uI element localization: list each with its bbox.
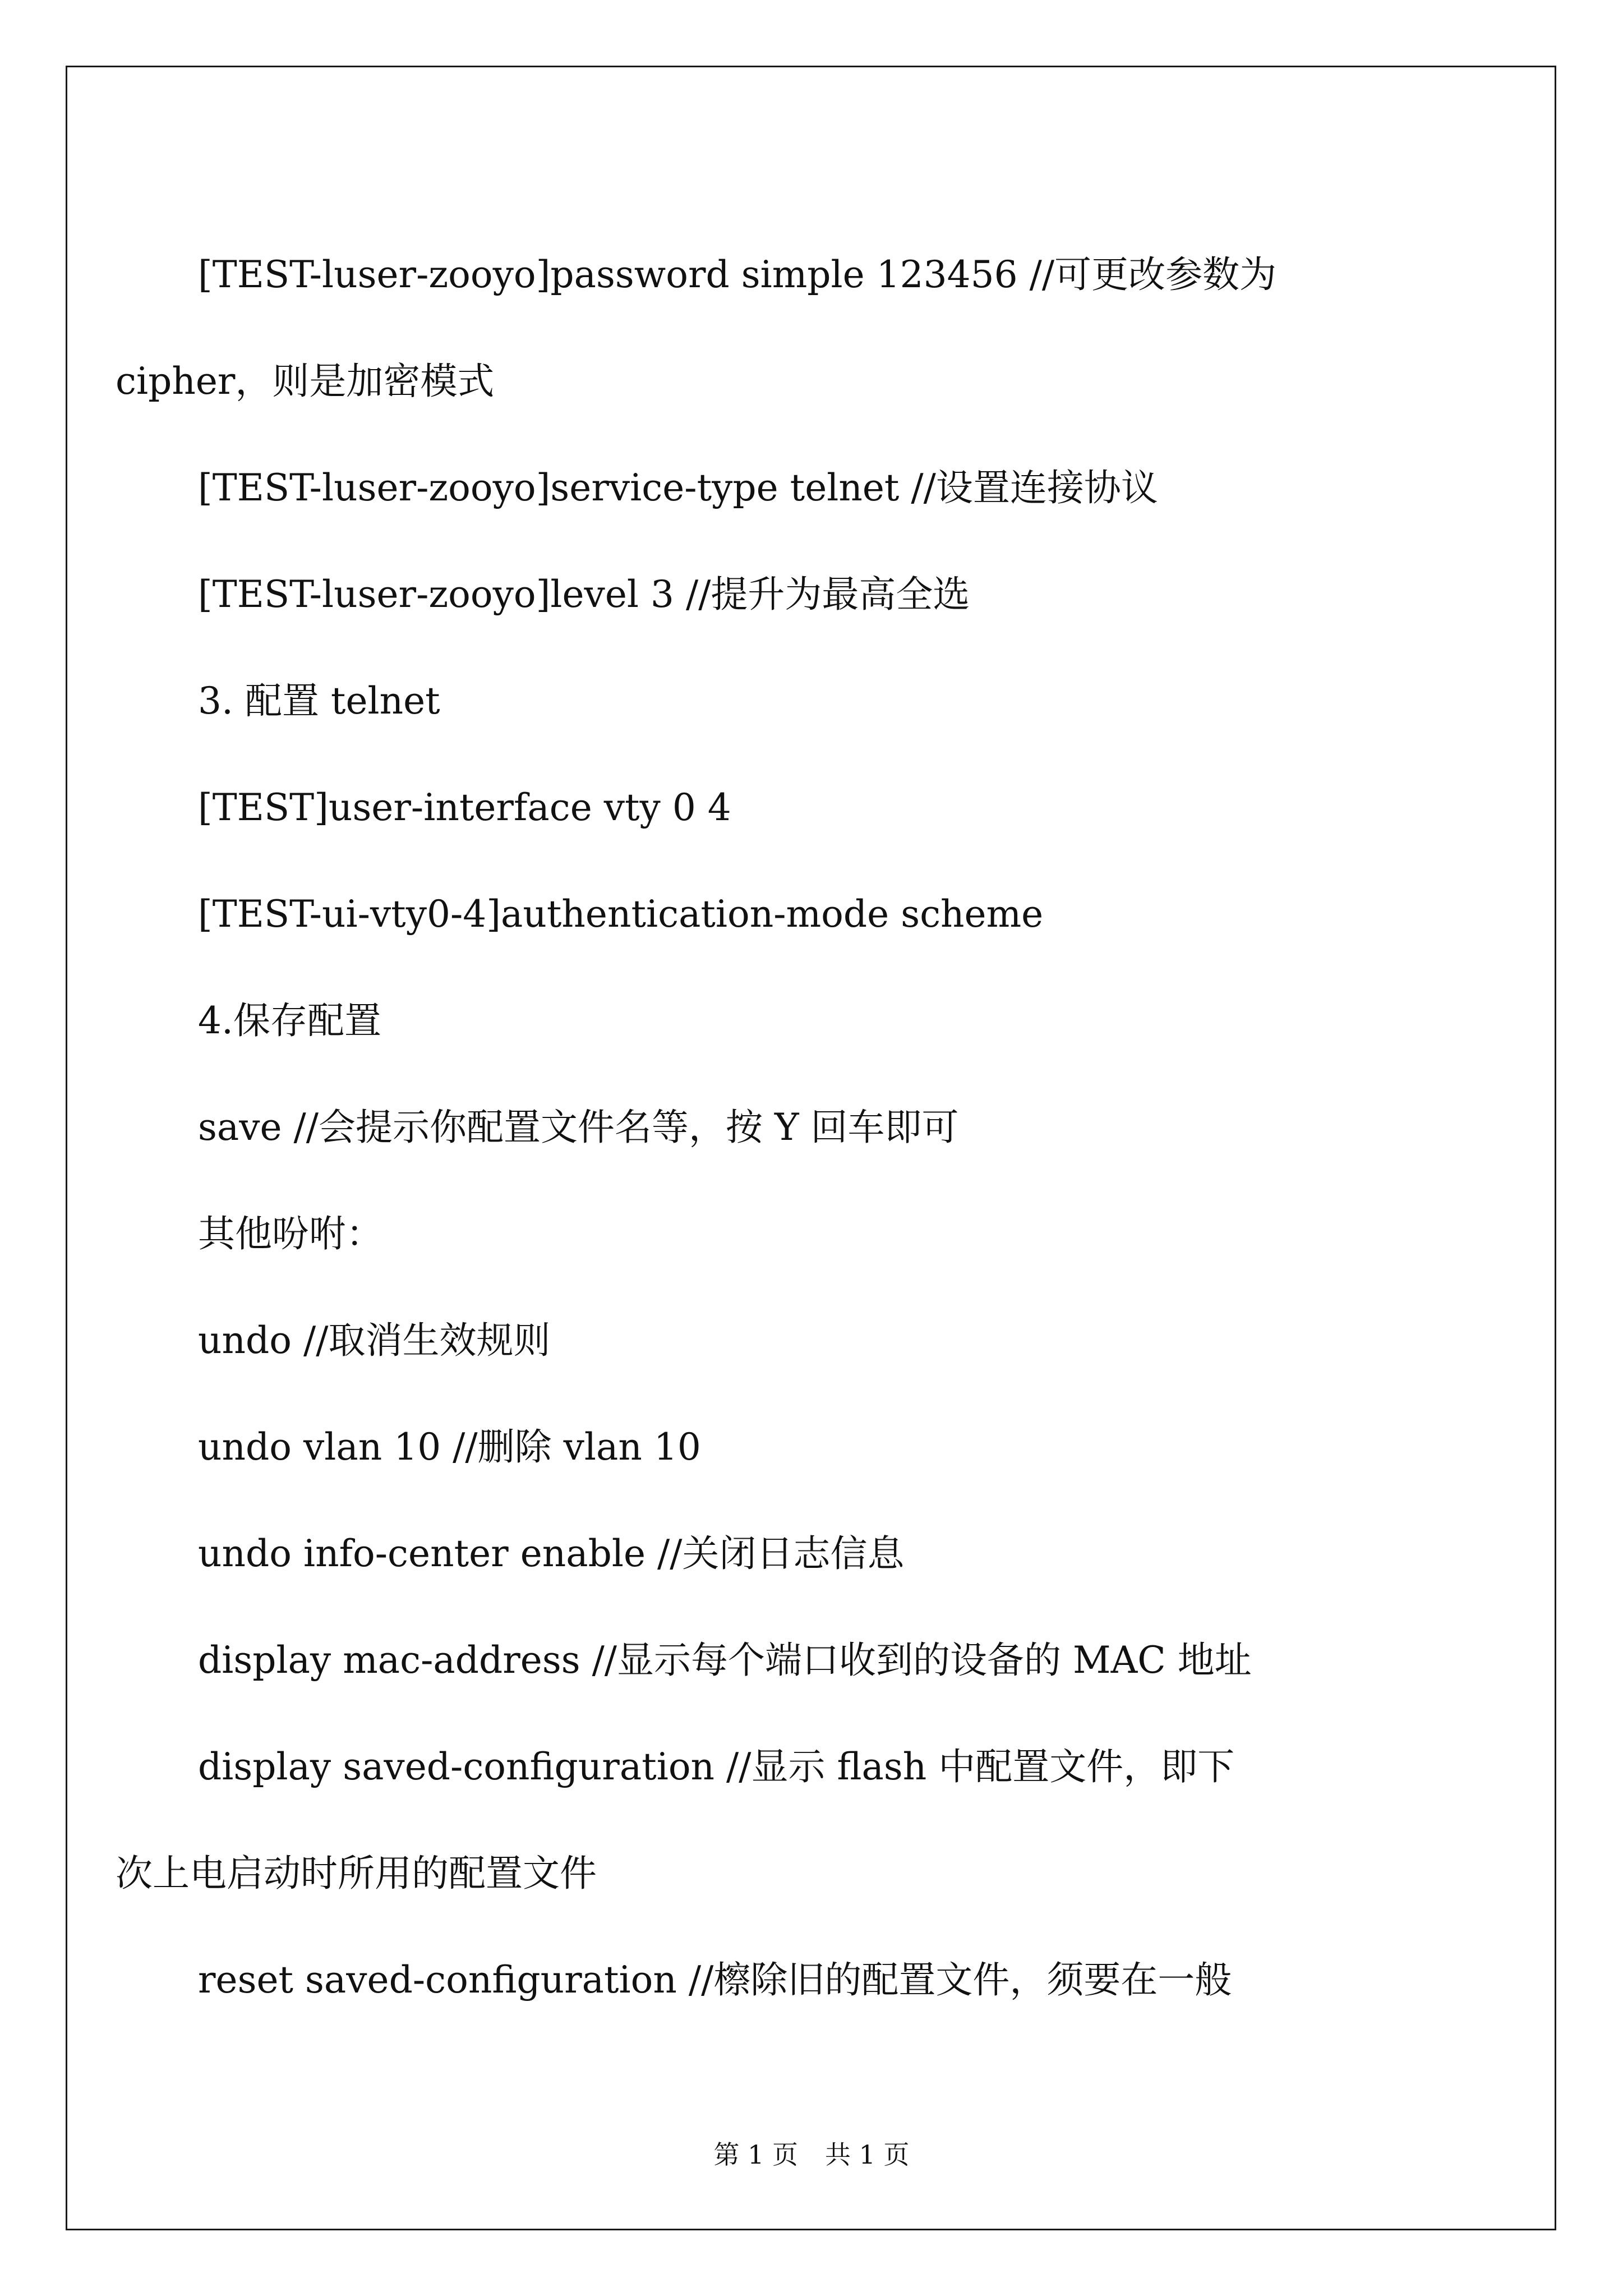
line-9: save //会提示你配置文件名等，按 Y 回车即可 bbox=[198, 1106, 959, 1149]
line-7: [TEST-ui-vty0-4]authentication-mode scheme bbox=[198, 892, 1044, 936]
document-body bbox=[116, 222, 1454, 2033]
line-3: [TEST-luser-zooyo]service-type telnet //设置连接协议 bbox=[198, 466, 1158, 509]
line-17: reset saved-configuration //檫除旧的配置文件，须要在一般 bbox=[198, 1958, 1232, 2001]
page-number: 第 1 页 bbox=[713, 2139, 798, 2170]
line-1: [TEST-luser-zooyo]password simple 123456 //可更改参数为 bbox=[198, 253, 1277, 296]
line-15: display saved-configuration //显示 flash 中配置文件，即下 bbox=[198, 1745, 1235, 1788]
line-2: cipher，则是加密模式 bbox=[116, 360, 495, 403]
line-10: 其他吩咐： bbox=[198, 1212, 383, 1255]
line-16: 次上电启动时所用的配置文件 bbox=[116, 1852, 597, 1895]
line-5: 3. 配置 telnet bbox=[198, 679, 440, 723]
line-8: 4.保存配置 bbox=[198, 999, 381, 1042]
line-12: undo vlan 10 //删除 vlan 10 bbox=[198, 1425, 701, 1469]
line-4: [TEST-luser-zooyo]level 3 //提升为最高全选 bbox=[198, 573, 970, 616]
line-13: undo info-center enable //关闭日志信息 bbox=[198, 1532, 905, 1575]
page-footer bbox=[0, 2134, 1623, 2171]
line-6: [TEST]user-interface vty 0 4 bbox=[198, 786, 731, 829]
page-total: 共 1 页 bbox=[825, 2139, 910, 2170]
line-11: undo //取消生效规则 bbox=[198, 1319, 551, 1362]
line-14: display mac-address //显示每个端口收到的设备的 MAC 地址 bbox=[198, 1639, 1252, 1682]
